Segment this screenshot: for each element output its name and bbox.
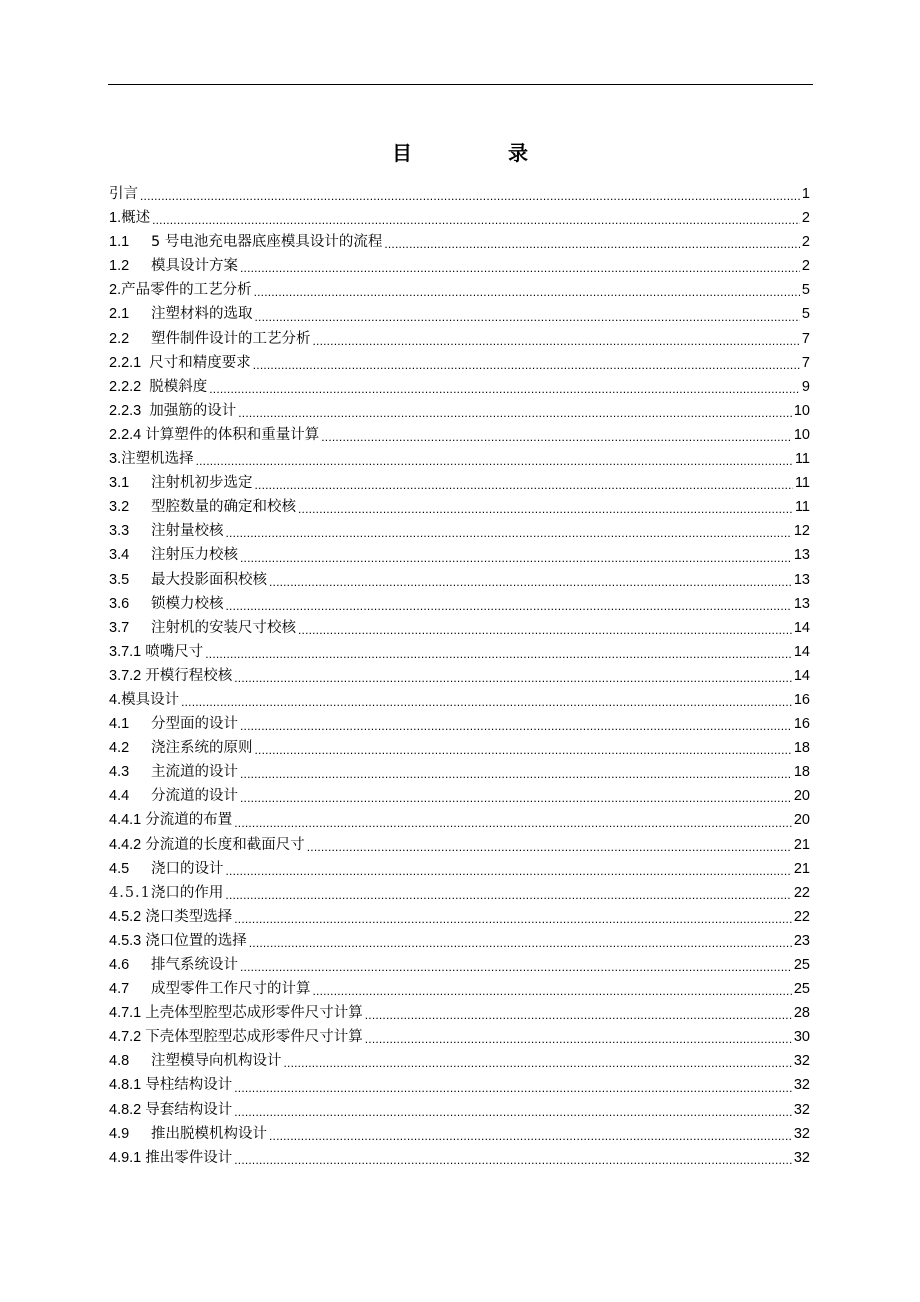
toc-entry[interactable] [109, 230, 810, 254]
toc-entry[interactable] [109, 1098, 810, 1122]
toc-entry-number: 3.5 [109, 571, 130, 588]
toc-leader-dots [209, 375, 800, 399]
toc-entry-number: 4.2 [109, 740, 130, 757]
toc-leader-dots [253, 351, 800, 375]
toc-entry[interactable] [109, 1073, 810, 1097]
toc-leader-dots [234, 1073, 792, 1097]
toc-entry-page: 14 [793, 643, 810, 660]
toc-leader-dots [240, 760, 792, 784]
toc-entry-page: 11 [794, 475, 810, 492]
toc-entry-label: 下壳体型腔型芯成形零件尺寸计算 [145, 1029, 363, 1046]
toc-entry-label: 引言 [109, 186, 138, 202]
toc-entry[interactable] [109, 375, 810, 399]
toc-entry[interactable] [109, 471, 810, 495]
toc-entry-page: 20 [793, 788, 810, 805]
toc-entry[interactable] [109, 592, 810, 616]
toc-entry-label: 浇口位置的选择 [145, 932, 247, 949]
toc-entry-page: 5 [801, 306, 810, 323]
toc-entry-page: 14 [793, 619, 810, 636]
toc-entry-label: 计算塑件的体积和重量计算 [145, 426, 320, 443]
toc-leader-dots [255, 471, 793, 495]
toc-entry-number: 4.9.1 [109, 1149, 142, 1166]
toc-entry-label: 喷嘴尺寸 [145, 643, 204, 660]
toc-entry[interactable] [109, 1025, 810, 1049]
toc-entry-number: 4.8.1 [109, 1077, 142, 1094]
toc-entry-label: 尺寸和精度要求 [149, 354, 251, 371]
toc-entry-page: 14 [793, 667, 810, 684]
toc-entry-number: 4.6 [109, 957, 130, 973]
toc-entry-label: 型腔数量的确定和校核 [151, 499, 296, 516]
toc-entry-number: 3. [109, 451, 122, 468]
toc-leader-dots [240, 712, 792, 736]
toc-leader-dots [181, 688, 792, 712]
toc-entry[interactable] [109, 568, 810, 592]
toc-entry-number: 2.2.1 [109, 354, 142, 371]
toc-entry-number: 1. [109, 210, 122, 227]
toc-entry[interactable] [109, 254, 810, 278]
toc-leader-dots [240, 953, 792, 977]
toc-entry-page: 13 [793, 571, 810, 588]
toc-entry-label: 脱模斜度 [149, 378, 208, 395]
toc-leader-dots [365, 1025, 792, 1049]
toc-entry-label: 浇注系统的原则 [151, 740, 253, 757]
toc-entry-number: 3.4 [109, 547, 130, 564]
toc-entry-label: 分流道的长度和截面尺寸 [145, 836, 305, 853]
toc-leader-dots [255, 302, 800, 326]
toc-leader-dots [234, 1098, 792, 1122]
toc-entry-page: 5 [801, 282, 810, 299]
toc-entry-page: 7 [801, 354, 810, 371]
toc-entry-page: 18 [793, 740, 810, 757]
toc-entry-page: 2 [801, 210, 810, 227]
toc-entry-label: 开模行程校核 [145, 667, 233, 684]
toc-entry-number: 4.5.1 [109, 884, 151, 901]
toc-entry-page: 22 [793, 908, 810, 925]
toc-entry-number: 4.3 [109, 764, 130, 781]
toc-leader-dots [321, 423, 792, 447]
toc-entry-number: 2.2.4 [109, 426, 142, 443]
toc-entry[interactable] [109, 784, 810, 808]
toc-entry[interactable] [109, 905, 810, 929]
toc-entry[interactable] [109, 736, 810, 760]
toc-leader-dots [226, 592, 792, 616]
toc-entry-label: 注射机的安装尺寸校核 [151, 619, 296, 636]
toc-entry-label: 排气系统设计 [151, 957, 238, 973]
toc-entry-number: 2.2.3 [109, 402, 142, 419]
toc-leader-dots [140, 182, 800, 206]
toc-entry-label: 分型面的设计 [151, 716, 238, 733]
toc-entry-page: 25 [793, 957, 810, 973]
toc-entry-page: 16 [793, 716, 810, 733]
toc-entry-label: 分流道的设计 [151, 788, 238, 805]
toc-entry-page: 21 [793, 836, 810, 853]
toc-entry-label: 锁模力校核 [151, 595, 224, 612]
toc-entry[interactable] [109, 1001, 810, 1025]
toc-entry-label: 推出零件设计 [145, 1149, 233, 1166]
toc-entry-number: 1.2 [109, 258, 130, 275]
toc-entry[interactable] [109, 182, 810, 206]
toc-entry-number: 4.1 [109, 716, 130, 733]
toc-entry[interactable] [109, 688, 810, 712]
toc-entry-page: 30 [793, 1029, 810, 1046]
toc-entry-page: 13 [793, 547, 810, 564]
toc-entry[interactable] [109, 543, 810, 567]
toc-entry-label: 概述 [121, 210, 151, 227]
toc-entry-number: 2.1 [109, 306, 130, 323]
toc-entry-number: 4.5.2 [109, 908, 142, 925]
toc-entry[interactable] [109, 1122, 810, 1146]
toc-entry-label: 注塑模导向机构设计 [151, 1053, 282, 1070]
toc-entry[interactable] [109, 808, 810, 832]
toc-entry-number: 3.1 [109, 475, 130, 492]
toc-entry-page: 12 [793, 523, 810, 540]
toc-entry[interactable] [109, 953, 810, 977]
toc-leader-dots [384, 230, 800, 254]
toc-entry-number: 2.2.2 [109, 378, 142, 395]
toc-leader-dots [284, 1049, 792, 1073]
toc-entry-page: 11 [794, 499, 810, 516]
toc-entry-page: 10 [793, 426, 810, 443]
toc-leader-dots [205, 640, 792, 664]
toc-entry[interactable] [109, 664, 810, 688]
toc-entry[interactable] [109, 519, 810, 543]
toc-entry-page: 10 [793, 402, 810, 419]
toc-leader-dots [298, 495, 793, 519]
toc-entry[interactable] [109, 327, 810, 351]
toc-entry-number: 4.9 [109, 1125, 130, 1142]
toc-entry-number: 3.2 [109, 499, 130, 516]
toc-entry-number: 3.6 [109, 595, 130, 612]
toc-entry-label: 主流道的设计 [151, 764, 238, 781]
toc-entry-label: 产品零件的工艺分析 [121, 282, 252, 299]
toc-entry-page: 11 [794, 451, 810, 468]
toc-entry-number: 4.4 [109, 788, 130, 805]
toc-entry[interactable] [109, 833, 810, 857]
toc-entry-number: 4.4.2 [109, 836, 142, 853]
toc-leader-dots [240, 784, 792, 808]
toc-entry-page: 22 [793, 884, 810, 901]
header-rule [108, 84, 813, 85]
toc-entry[interactable] [109, 1049, 810, 1073]
toc-entry-page: 18 [793, 764, 810, 781]
toc-leader-dots [234, 664, 792, 688]
toc-entry[interactable] [109, 1146, 810, 1170]
toc-entry[interactable] [109, 423, 810, 447]
toc-entry[interactable] [109, 447, 810, 471]
toc-entry-page: 20 [793, 812, 810, 829]
toc-leader-dots [226, 519, 792, 543]
toc-leader-dots [254, 278, 800, 302]
toc-leader-dots [313, 977, 792, 1001]
toc-leader-dots [240, 254, 800, 278]
toc-leader-dots [226, 857, 792, 881]
toc-entry-label: 注射量校核 [151, 523, 224, 540]
toc-entry-page: 9 [801, 378, 810, 395]
toc-entry-number: 4.5.3 [109, 932, 142, 949]
toc-entry[interactable] [109, 399, 810, 423]
toc-entry-number: 4.7.2 [109, 1029, 142, 1046]
toc-entry-label: 浇口的作用 [150, 884, 224, 901]
toc-entry-page: 16 [793, 691, 810, 708]
toc-entry[interactable] [109, 881, 810, 905]
toc-leader-dots [240, 543, 792, 567]
toc-entry[interactable] [109, 206, 810, 230]
toc-entry-number: 1.1 [109, 234, 130, 251]
toc-entry[interactable] [109, 977, 810, 1001]
toc-entry-page: 25 [793, 981, 810, 998]
toc-entry-label: 浇口的设计 [151, 860, 224, 877]
toc-leader-dots [298, 616, 792, 640]
toc-entry[interactable] [109, 302, 810, 326]
toc-entry-label: 注射压力校核 [151, 547, 238, 564]
toc-entry-number: 4.7.1 [109, 1005, 142, 1022]
toc-entry-label: 模具设计 [121, 691, 180, 708]
toc-leader-dots [238, 399, 792, 423]
toc-entry-page: 23 [793, 932, 810, 949]
toc-entry-label: 分流道的布置 [145, 812, 233, 829]
toc-entry-number: 3.7 [109, 619, 130, 636]
toc-entry-number: 2. [109, 282, 122, 299]
toc-entry-page: 1 [801, 186, 810, 202]
toc-entry[interactable] [109, 616, 810, 640]
toc-entry-number: 3.3 [109, 523, 130, 540]
toc-leader-dots [307, 833, 792, 857]
toc-entry-page: 21 [793, 860, 810, 877]
table-of-contents [109, 182, 810, 1170]
toc-entry-label: 浇口类型选择 [145, 908, 233, 925]
toc-entry-page: 32 [793, 1053, 810, 1070]
toc-leader-dots [234, 1146, 792, 1170]
toc-leader-dots [249, 929, 792, 953]
toc-leader-dots [313, 327, 800, 351]
toc-leader-dots [225, 881, 791, 905]
toc-entry-page: 32 [793, 1149, 810, 1166]
toc-entry-label: 5 号电池充电器底座模具设计的流程 [151, 234, 383, 251]
toc-entry-label: 上壳体型腔型芯成形零件尺寸计算 [145, 1005, 363, 1022]
toc-entry[interactable] [109, 278, 810, 302]
toc-entry[interactable] [109, 351, 810, 375]
toc-entry-number: 4.4.1 [109, 812, 142, 829]
toc-entry-label: 注塑机选择 [121, 451, 194, 468]
toc-entry-number: 4.8.2 [109, 1101, 142, 1118]
toc-entry-number: 4.7 [109, 981, 130, 998]
toc-leader-dots [196, 447, 793, 471]
toc-entry-label: 模具设计方案 [151, 258, 238, 275]
toc-entry-label: 注塑材料的选取 [151, 306, 253, 323]
toc-entry-number: 4.5 [109, 860, 130, 877]
toc-entry-number: 3.7.1 [109, 643, 142, 660]
toc-entry-page: 2 [801, 258, 810, 275]
toc-entry-label: 最大投影面积校核 [151, 571, 267, 588]
toc-leader-dots [234, 808, 792, 832]
toc-entry-label: 注射机初步选定 [151, 475, 253, 492]
toc-entry[interactable] [109, 857, 810, 881]
toc-entry-label: 导套结构设计 [145, 1101, 233, 1118]
toc-title: 目 录 [392, 141, 566, 165]
toc-entry-number: 3.7.2 [109, 667, 142, 684]
toc-entry-page: 32 [793, 1077, 810, 1094]
toc-entry-number: 2.2 [109, 330, 130, 347]
toc-entry-page: 32 [793, 1101, 810, 1118]
toc-entry-label: 推出脱模机构设计 [151, 1125, 267, 1142]
toc-leader-dots [255, 736, 792, 760]
toc-leader-dots [269, 1122, 792, 1146]
toc-entry[interactable] [109, 640, 810, 664]
toc-entry-label: 加强筋的设计 [149, 402, 237, 419]
toc-entry-page: 28 [793, 1005, 810, 1022]
toc-entry-page: 13 [793, 595, 810, 612]
toc-entry-label: 塑件制件设计的工艺分析 [151, 330, 311, 347]
toc-entry[interactable] [109, 929, 810, 953]
toc-entry-page: 2 [801, 234, 810, 251]
toc-entry-page: 7 [801, 330, 810, 347]
toc-entry-number: 4.8 [109, 1053, 130, 1070]
toc-entry-label: 成型零件工作尺寸的计算 [151, 981, 311, 998]
toc-entry[interactable] [109, 712, 810, 736]
toc-entry-label: 导柱结构设计 [145, 1077, 233, 1094]
toc-leader-dots [234, 905, 792, 929]
toc-leader-dots [269, 568, 792, 592]
toc-leader-dots [152, 206, 800, 230]
toc-entry[interactable] [109, 760, 810, 784]
toc-leader-dots [365, 1001, 792, 1025]
toc-entry-page: 32 [793, 1125, 810, 1142]
toc-entry[interactable] [109, 495, 810, 519]
toc-entry-number: 4. [109, 691, 122, 708]
